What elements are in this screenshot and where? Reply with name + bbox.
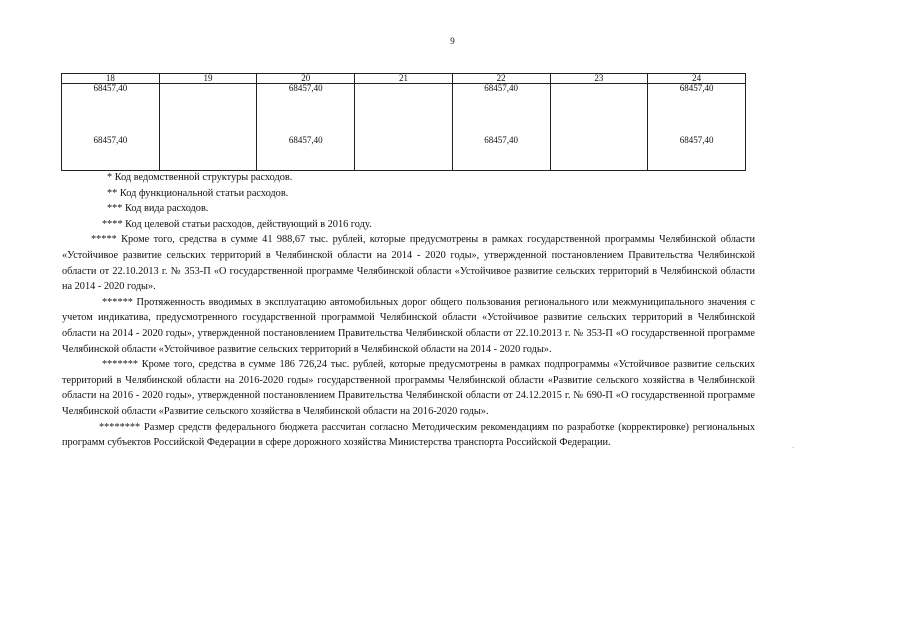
footnote-3: *** Код вида расходов. bbox=[107, 203, 209, 215]
data-table bbox=[61, 73, 746, 171]
table-cell bbox=[550, 84, 648, 171]
column-header: 18 bbox=[62, 74, 160, 84]
footnote-6: ****** Протяженность вводимых в эксплуатацию автомобильных дорог общего пользования регионального или межмуниципального значения с учетом индикатива, предусмотренного государственной программой Челябинской области «Устойчивое развитие сельских территорий в Челябинской области на 2014 - 2020 годы», утвержденной постановлением Правительства Челябинской области от 22.10.2013 г. № 353-П «О государственной программе Челябинской области «Устойчивое развитие сельских территорий в Челябинской области на 2014 - 2020 годы». bbox=[62, 296, 755, 355]
column-header: 22 bbox=[452, 74, 550, 84]
column-header: 24 bbox=[648, 74, 746, 84]
table-header-row bbox=[62, 74, 746, 84]
table-row bbox=[62, 84, 746, 171]
footnotes bbox=[62, 170, 755, 451]
cell-value: 68457,40 bbox=[484, 135, 519, 145]
cell-value: 68457,40 bbox=[93, 83, 128, 93]
column-header: 23 bbox=[550, 74, 648, 84]
page-number: 9 bbox=[450, 36, 455, 46]
footnote-5: ***** Кроме того, средства в сумме 41 988,67 тыс. рублей, которые предусмотрены в рамках государственной программы Челябинской области «Устойчивое развитие сельских территорий в Челябинской области на 2014 - 2020 годы», утвержденной постановлением Правительства Челябинской области от 22.10.2013 г. № 353-П «О государственной программе Челябинской области «Устойчивое развитие сельских территорий в Челябинской области на 2014 - 2020 годы». bbox=[62, 234, 755, 293]
table-cell bbox=[452, 84, 550, 171]
footnote-1: * Код ведомственной структуры расходов. bbox=[107, 172, 293, 183]
cell-value: 68457,40 bbox=[93, 135, 128, 145]
footnote-7: ******* Кроме того, средства в сумме 186 726,24 тыс. рублей, которые предусмотрены в рамках подпрограммы «Устойчивое развитие сельских территорий в Челябинской области на 2016-2020 годы» государственной программы Челябинской области «Развитие сельского хозяйства в Челябинской области на 2016 - 2020 годы», утвержденной постановлением Правительства Челябинской области от 24.12.2015 г. № 690-П «О государственной программе Челябинской области «Развитие сельского хозяйства в Челябинской области на 2016-2020 годы». bbox=[62, 359, 755, 417]
table-cell bbox=[62, 84, 160, 171]
table-cell bbox=[355, 84, 453, 171]
margin-mark: . bbox=[792, 441, 794, 450]
cell-value: 68457,40 bbox=[679, 83, 714, 93]
table-cell bbox=[159, 84, 257, 171]
column-header: 19 bbox=[159, 74, 257, 84]
cell-value: 68457,40 bbox=[288, 83, 323, 93]
cell-value: 68457,40 bbox=[484, 83, 519, 93]
footnote-8: ******** Размер средств федерального бюджета рассчитан согласно Методическим рекомендациям по разработке (корректировке) региональных программ субъектов Российской Федерации в сфере дорожного хозяйства Министерства транспорта Российской Федерации. bbox=[62, 421, 755, 449]
table-cell bbox=[257, 84, 355, 171]
footnote-2: ** Код функциональной статьи расходов. bbox=[107, 187, 289, 199]
footnote-4: **** Код целевой статьи расходов, действующий в 2016 году. bbox=[102, 218, 372, 230]
column-header: 21 bbox=[355, 74, 453, 84]
cell-value: 68457,40 bbox=[288, 135, 323, 145]
cell-value: 68457,40 bbox=[679, 135, 714, 145]
column-header: 20 bbox=[257, 74, 355, 84]
table-cell bbox=[648, 84, 746, 171]
